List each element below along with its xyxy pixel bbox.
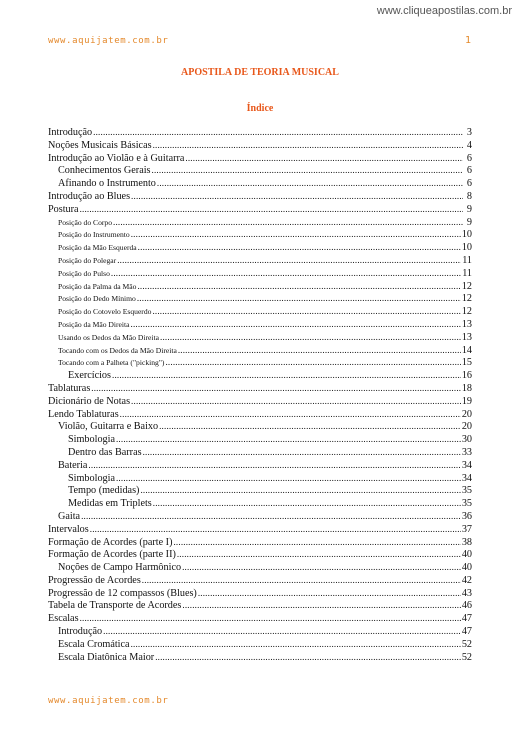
toc-entry-label: Tempo (medidas) bbox=[68, 485, 140, 497]
toc-entry-page: 15 bbox=[461, 357, 472, 369]
toc-entry[interactable] bbox=[48, 536, 472, 549]
toc-dot-leader bbox=[91, 382, 461, 395]
toc-entry-page: 3 bbox=[466, 127, 472, 138]
toc-entry-label: Noções de Campo Harmônico bbox=[58, 562, 182, 574]
toc-dot-leader bbox=[178, 344, 461, 357]
toc-entry-page: 46 bbox=[461, 600, 472, 612]
toc-entry-label: Dicionário de Notas bbox=[48, 395, 131, 407]
toc-entry-label: Violão, Guitarra e Baixo bbox=[58, 421, 159, 433]
toc-dot-leader bbox=[157, 177, 463, 190]
toc-entry-label: Conhecimentos Gerais bbox=[58, 165, 151, 177]
toc-dot-leader bbox=[182, 561, 461, 574]
toc-entry-page: 14 bbox=[461, 344, 472, 356]
toc-entry-label: Tablaturas bbox=[48, 382, 91, 394]
toc-entry-page: 40 bbox=[461, 562, 472, 574]
toc-entry-page: 9 bbox=[466, 216, 472, 228]
toc-entry-label: Noções Musicais Básicas bbox=[48, 139, 152, 151]
toc-entry-label: Formação de Acordes (parte II) bbox=[48, 549, 176, 561]
toc-entry[interactable] bbox=[48, 344, 472, 357]
toc-entry-page: 12 bbox=[461, 293, 472, 305]
toc-entry-page: 37 bbox=[461, 523, 472, 535]
toc-entry[interactable] bbox=[48, 395, 472, 408]
toc-entry-label: Tocando com os Dedos da Mão Direita bbox=[58, 345, 177, 355]
toc-entry-label: Usando os Dedos da Mão Direita bbox=[58, 332, 160, 342]
toc-entry-label: Dentro das Barras bbox=[68, 446, 142, 458]
toc-dot-leader bbox=[111, 267, 461, 280]
toc-dot-leader bbox=[131, 638, 461, 651]
toc-entry-page: 10 bbox=[461, 229, 472, 241]
toc-entry[interactable] bbox=[48, 574, 472, 587]
toc-entry-label: Medidas em Triplets bbox=[68, 498, 152, 510]
toc-dot-leader bbox=[155, 651, 461, 664]
toc-entry[interactable] bbox=[48, 523, 472, 536]
toc-entry-page: 6 bbox=[466, 165, 472, 177]
toc-entry[interactable] bbox=[48, 203, 472, 216]
toc-entry[interactable] bbox=[48, 472, 472, 485]
toc-dot-leader bbox=[93, 126, 463, 139]
toc-entry-page: 34 bbox=[461, 472, 472, 484]
toc-dot-leader bbox=[131, 190, 463, 203]
toc-dot-leader bbox=[88, 459, 460, 472]
toc-entry-label: Afinando o Instrumento bbox=[58, 178, 156, 190]
toc-entry[interactable] bbox=[48, 446, 472, 459]
toc-entry[interactable] bbox=[48, 305, 472, 318]
toc-dot-leader bbox=[116, 433, 461, 446]
toc-entry-label: Introdução bbox=[58, 626, 103, 638]
toc-entry-label: Gaita bbox=[58, 510, 81, 522]
toc-dot-leader bbox=[131, 228, 461, 241]
toc-entry-label: Tocando com a Palheta ("picking") bbox=[58, 358, 165, 368]
toc-entry[interactable] bbox=[48, 267, 472, 280]
toc-entry[interactable] bbox=[48, 216, 472, 229]
toc-entry-page: 20 bbox=[461, 408, 472, 420]
toc-entry[interactable] bbox=[48, 331, 472, 344]
toc-dot-leader bbox=[90, 523, 461, 536]
toc-entry[interactable] bbox=[48, 420, 472, 433]
toc-dot-leader bbox=[81, 510, 461, 523]
toc-entry-page: 40 bbox=[461, 549, 472, 561]
toc-dot-leader bbox=[131, 395, 461, 408]
toc-entry-label: Introdução bbox=[48, 127, 93, 138]
toc-dot-leader bbox=[112, 369, 461, 382]
toc-dot-leader bbox=[116, 472, 461, 485]
toc-entry[interactable] bbox=[48, 497, 472, 510]
toc-entry-label: Posição da Mão Esquerda bbox=[58, 243, 137, 253]
toc-entry-label: Bateria bbox=[58, 459, 88, 471]
toc-dot-leader bbox=[142, 574, 461, 587]
toc-dot-leader bbox=[177, 548, 461, 561]
toc-entry-label: Progressão de Acordes bbox=[48, 574, 141, 586]
toc-entry-label: Escalas bbox=[48, 613, 79, 625]
toc-entry[interactable] bbox=[48, 369, 472, 382]
toc-entry-page: 4 bbox=[466, 139, 472, 151]
toc-dot-leader bbox=[138, 241, 461, 254]
toc-dot-leader bbox=[152, 305, 460, 318]
toc-entry-page: 42 bbox=[461, 574, 472, 586]
toc-entry-page: 52 bbox=[461, 651, 472, 663]
toc-dot-leader bbox=[165, 356, 460, 369]
toc-dot-leader bbox=[152, 164, 463, 177]
toc-entry-page: 11 bbox=[462, 254, 472, 266]
toc-entry-label: Posição do Cotovelo Esquerdo bbox=[58, 307, 152, 317]
watermark-url: www.cliqueapostilas.com.br bbox=[376, 5, 512, 17]
footer-site-url: www.aquijatem.com.br bbox=[48, 696, 169, 706]
toc-entry[interactable] bbox=[48, 459, 472, 472]
toc-entry-page: 6 bbox=[466, 152, 472, 164]
toc-entry-page: 52 bbox=[461, 638, 472, 650]
toc-entry-page: 12 bbox=[461, 306, 472, 318]
toc-entry-page: 13 bbox=[461, 331, 472, 343]
toc-dot-leader bbox=[153, 497, 461, 510]
toc-entry[interactable] bbox=[48, 599, 472, 612]
toc-dot-leader bbox=[159, 420, 461, 433]
toc-dot-leader bbox=[117, 254, 461, 267]
toc-dot-leader bbox=[173, 536, 460, 549]
toc-dot-leader bbox=[160, 331, 461, 344]
page-number: 1 bbox=[465, 35, 472, 46]
toc-dot-leader bbox=[80, 612, 461, 625]
toc-entry[interactable] bbox=[48, 625, 472, 638]
toc-entry[interactable] bbox=[48, 190, 472, 203]
toc-entry-page: 47 bbox=[461, 613, 472, 625]
toc-entry-label: Introdução ao Violão e à Guitarra bbox=[48, 152, 185, 164]
toc-entry-page: 13 bbox=[461, 318, 472, 330]
toc-dot-leader bbox=[198, 587, 461, 600]
toc-entry-label: Formação de Acordes (parte I) bbox=[48, 536, 173, 548]
toc-entry-label: Posição do Dedo Mínimo bbox=[58, 294, 136, 304]
toc-entry[interactable] bbox=[48, 484, 472, 497]
toc-dot-leader bbox=[137, 280, 460, 293]
toc-entry-page: 8 bbox=[466, 190, 472, 202]
toc-entry[interactable] bbox=[48, 139, 472, 152]
toc-entry-label: Progressão de 12 compassos (Blues) bbox=[48, 587, 197, 599]
toc-entry-page: 36 bbox=[461, 510, 472, 522]
toc-dot-leader bbox=[182, 599, 460, 612]
toc-entry-page: 35 bbox=[461, 485, 472, 497]
toc-dot-leader bbox=[137, 292, 461, 305]
toc-entry-label: Escala Diatônica Maior bbox=[58, 651, 155, 663]
toc-entry[interactable] bbox=[48, 318, 472, 331]
toc-dot-leader bbox=[153, 139, 463, 152]
toc-dot-leader bbox=[80, 203, 463, 216]
toc-entry-label: Simbologia bbox=[68, 434, 115, 446]
toc-entry-page: 19 bbox=[461, 395, 472, 407]
document-title: APOSTILA DE TEORIA MUSICAL bbox=[181, 67, 339, 78]
toc-entry-label: Posição da Mão Direita bbox=[58, 319, 130, 329]
toc-entry-label: Tabela de Transporte de Acordes bbox=[48, 600, 182, 612]
toc-entry[interactable] bbox=[48, 561, 472, 574]
toc-entry-page: 10 bbox=[461, 242, 472, 254]
toc-entry[interactable] bbox=[48, 433, 472, 446]
toc-entry[interactable] bbox=[48, 548, 472, 561]
toc-entry-label: Posição do Corpo bbox=[58, 217, 112, 227]
toc-entry[interactable] bbox=[48, 177, 472, 190]
toc-entry-page: 38 bbox=[461, 536, 472, 548]
toc-entry[interactable] bbox=[48, 126, 472, 139]
toc-entry-page: 47 bbox=[461, 626, 472, 638]
toc-entry-page: 20 bbox=[461, 421, 472, 433]
toc-entry-page: 12 bbox=[461, 280, 472, 292]
toc-entry[interactable] bbox=[48, 164, 472, 177]
toc-entry[interactable] bbox=[48, 356, 472, 369]
toc-dot-leader bbox=[185, 152, 463, 165]
toc-entry-label: Posição do Polegar bbox=[58, 255, 117, 265]
toc-entry-page: 11 bbox=[462, 267, 472, 279]
toc-dot-leader bbox=[103, 625, 461, 638]
index-heading: Índice bbox=[246, 103, 274, 114]
toc-entry[interactable] bbox=[48, 228, 472, 241]
toc-dot-leader bbox=[140, 484, 460, 497]
toc-entry[interactable] bbox=[48, 292, 472, 305]
toc-dot-leader bbox=[120, 408, 461, 421]
toc-entry-page: 9 bbox=[466, 203, 472, 215]
header-site-url: www.aquijatem.com.br bbox=[48, 36, 169, 46]
toc-entry-page: 6 bbox=[466, 178, 472, 190]
toc-entry-page: 43 bbox=[461, 587, 472, 599]
toc-entry[interactable] bbox=[48, 382, 472, 395]
toc-entry-page: 33 bbox=[461, 446, 472, 458]
toc-entry[interactable] bbox=[48, 241, 472, 254]
toc-entry-page: 30 bbox=[461, 434, 472, 446]
toc-entry-label: Escala Cromática bbox=[58, 638, 130, 650]
toc-entry-label: Postura bbox=[48, 203, 79, 215]
toc-entry-label: Lendo Tablaturas bbox=[48, 408, 119, 420]
toc-entry[interactable] bbox=[48, 638, 472, 651]
toc-entry-label: Intervalos bbox=[48, 523, 89, 535]
toc-entry-label: Posição da Palma da Mão bbox=[58, 281, 137, 291]
toc-entry-label: Exercícios bbox=[68, 370, 111, 382]
toc-entry-label: Introdução ao Blues bbox=[48, 190, 131, 202]
table-of-contents bbox=[48, 126, 472, 663]
toc-entry[interactable] bbox=[48, 651, 472, 664]
toc-entry[interactable] bbox=[48, 510, 472, 523]
toc-entry[interactable] bbox=[48, 280, 472, 293]
toc-entry[interactable] bbox=[48, 408, 472, 421]
toc-entry-label: Posição do Instrumento bbox=[58, 230, 130, 240]
toc-entry-label: Simbologia bbox=[68, 472, 115, 484]
toc-entry-page: 35 bbox=[461, 498, 472, 510]
toc-entry[interactable] bbox=[48, 612, 472, 625]
toc-entry-page: 16 bbox=[461, 370, 472, 382]
toc-entry[interactable] bbox=[48, 152, 472, 165]
toc-entry-label: Posição do Pulso bbox=[58, 268, 110, 278]
toc-entry-page: 18 bbox=[461, 382, 472, 394]
toc-dot-leader bbox=[113, 216, 463, 229]
toc-entry[interactable] bbox=[48, 587, 472, 600]
toc-dot-leader bbox=[131, 318, 461, 331]
toc-entry[interactable] bbox=[48, 254, 472, 267]
toc-dot-leader bbox=[143, 446, 461, 459]
toc-entry-page: 34 bbox=[461, 459, 472, 471]
